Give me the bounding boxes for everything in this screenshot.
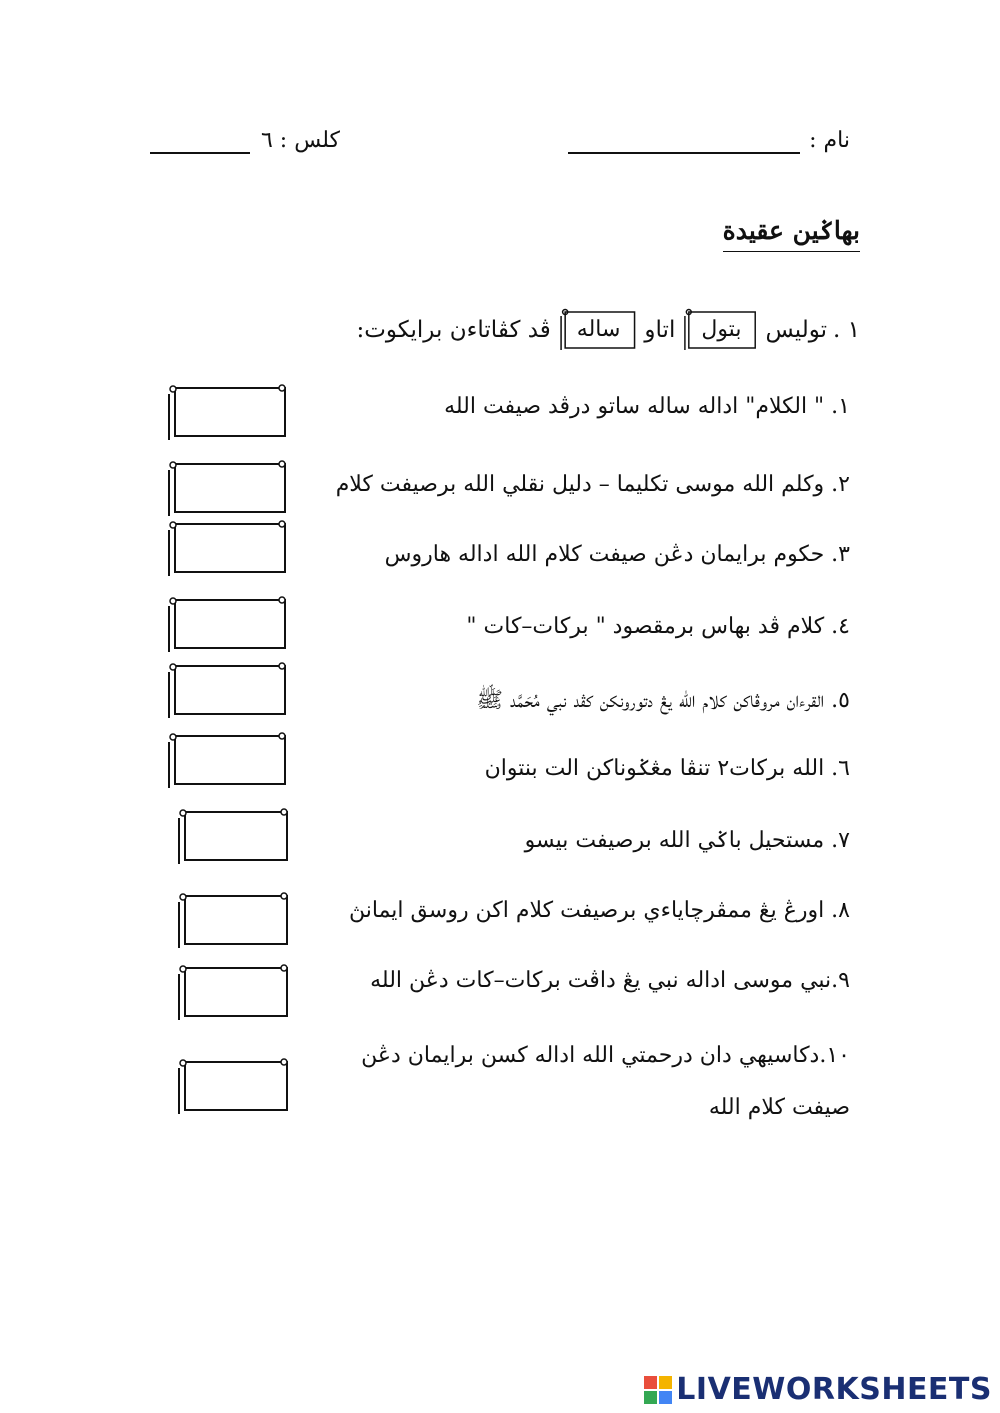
true-option-chip	[681, 312, 759, 348]
question-9: ٩.نبي موسى اداله نبي يڠ داڤت بركات–كات دڠن الله	[370, 968, 850, 993]
answer-box-2[interactable]	[165, 460, 289, 518]
question-7: ٧. مستحيل باݢي الله برصيفت بيسو	[524, 828, 850, 853]
answer-box-5[interactable]	[165, 662, 289, 720]
answer-box-4[interactable]	[165, 596, 289, 654]
false-option-label: ساله	[576, 317, 621, 342]
question-8: ٨. اورڠ يڠ ممڤرچاياءي برصيفت كلام اكن روسق ايمانڽ	[349, 898, 850, 923]
question-5: ٥. القرءان مروڤاكن كلام الله يڠ دتورونكن كڤد نبي مُحَمَّد ﷺ	[476, 688, 850, 713]
name-label: نام :	[809, 128, 850, 153]
answer-box-3[interactable]	[165, 520, 289, 578]
answer-box-8[interactable]	[175, 892, 299, 950]
class-label: كلس : ٦	[260, 128, 340, 153]
instruction-before: توليس	[765, 317, 828, 343]
true-option-label: بتول	[701, 317, 742, 342]
answer-box-10[interactable]	[175, 1058, 299, 1116]
name-field[interactable]	[568, 152, 800, 154]
question-3: ٣. حكوم برايمان دڠن صيفت كلام الله اداله هاروس	[384, 542, 850, 567]
instruction	[357, 312, 860, 348]
answer-box-7[interactable]	[175, 808, 299, 866]
false-option-chip	[557, 312, 639, 348]
brand-text: LIVEWORKSHEETS	[676, 1372, 992, 1407]
question-1: ١. " الكلام" اداله ساله ساتو درڤد صيفت الله	[444, 394, 850, 419]
answer-box-1[interactable]	[165, 384, 289, 442]
question-10: ١٠.دكاسيهي دان درحمتي الله اداله كسن برايمان دڠن صيفت كلام الله	[361, 1043, 850, 1120]
liveworksheets-logo-icon	[644, 1376, 672, 1404]
instruction-number: ١ .	[833, 317, 860, 343]
answer-box-6[interactable]	[165, 732, 289, 790]
page-title: بهاݢين عقيدة	[723, 216, 860, 252]
question-2: ٢. وكلم الله موسى تكليما – دليل نقلي الله برصيفت كلام	[335, 472, 850, 497]
question-4: ٤. كلام ڤد بهاس برمقصود " بركات–كات "	[466, 614, 850, 639]
instruction-after: ڤد كڤاتاءن برايكوت:	[356, 317, 551, 343]
instruction-connector: اتاو	[644, 317, 676, 343]
question-6: ٦. الله بركات٢ تنڤا مڠݢوناكن الت بنتوان	[484, 756, 850, 781]
class-field[interactable]	[150, 152, 250, 154]
scroll-frame-icon	[557, 306, 639, 354]
answer-box-9[interactable]	[175, 964, 299, 1022]
scroll-frame-icon	[681, 306, 759, 354]
liveworksheets-branding	[644, 1372, 992, 1407]
